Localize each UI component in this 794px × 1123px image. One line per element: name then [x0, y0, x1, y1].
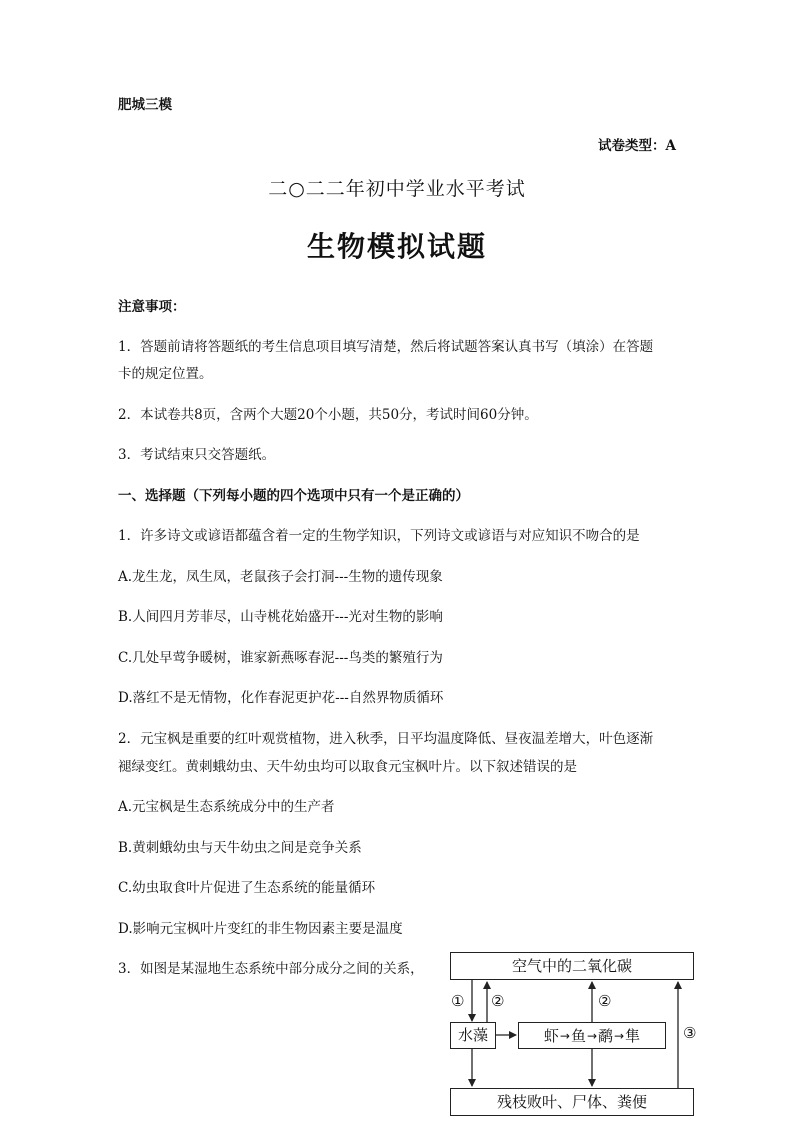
arrow-right-icon: →	[614, 1028, 625, 1043]
section-heading: 一、选择题（下列每小题的四个选项中只有一个是正确的）	[118, 488, 469, 504]
school-name: 肥城三模	[118, 97, 172, 113]
label-3: ③	[683, 1024, 697, 1042]
label-2-left: ②	[491, 992, 505, 1010]
question-stem: 2．元宝枫是重要的红叶观赏植物，进入秋季，日平均温度降低、昼夜温差增大，叶色逐渐	[118, 731, 654, 747]
question-option: D.影响元宝枫叶片变红的非生物因素主要是温度	[118, 921, 403, 937]
shrimp-label: 虾	[543, 1027, 559, 1045]
question-option: B.黄刺蛾幼虫与天牛幼虫之间是竞争关系	[118, 840, 362, 856]
algae-label: 水藻	[457, 1026, 488, 1044]
sandpiper-label: 鹬	[598, 1027, 614, 1045]
note-item: 2．本试卷共8页，含两个大题20个小题，共50分，考试时间60分钟。	[118, 407, 538, 423]
note-item: 1．答题前请将答题纸的考生信息项目填写清楚，然后将试题答案认真书写（填涂）在答题	[118, 339, 654, 355]
falcon-label: 隼	[625, 1027, 641, 1045]
question-option: A.龙生龙，凤生凤，老鼠孩子会打洞---生物的遗传现象	[118, 569, 443, 585]
note-item: 卡的规定位置。	[118, 366, 213, 382]
label-2-right: ②	[598, 992, 612, 1010]
notes-heading: 注意事项：	[118, 299, 186, 315]
question-option: B.人间四月芳菲尽，山寺桃花始盛开---光对生物的影响	[118, 609, 443, 625]
note-item: 3．考试结束只交答题纸。	[118, 447, 276, 463]
question-option: A.元宝枫是生态系统成分中的生产者	[118, 799, 335, 815]
decomposer-source-box	[450, 1088, 694, 1116]
question-stem: 3．如图是某湿地生态系统中部分成分之间的关系，	[118, 961, 424, 977]
co2-box	[450, 952, 694, 980]
ecosystem-diagram	[440, 945, 710, 1123]
food-chain-box	[518, 1022, 666, 1049]
label-1: ①	[451, 992, 465, 1010]
question-option: D.落红不是无情物，化作春泥更护花---自然界物质循环	[118, 690, 444, 706]
paper-type: 试卷类型：A	[598, 138, 676, 154]
question-stem: 褪绿变红。黄刺蛾幼虫、天牛幼虫均可以取食元宝枫叶片。以下叙述错误的是	[118, 759, 577, 775]
fish-label: 鱼	[570, 1027, 586, 1045]
question-option: C.几处早莺争暖树，谁家新燕啄春泥---鸟类的繁殖行为	[118, 650, 443, 666]
question-stem: 1．许多诗文或谚语都蕴含着一定的生物学知识，下列诗文或谚语与对应知识不吻合的是	[118, 528, 640, 544]
algae-box	[450, 1022, 496, 1049]
exam-title: 二○二二年初中学业水平考试	[268, 178, 526, 200]
arrow-right-icon: →	[586, 1028, 598, 1043]
residue-label: 残枝败叶、尸体、粪便	[496, 1093, 647, 1111]
main-title: 生物模拟试题	[306, 230, 487, 263]
arrow-right-icon: →	[559, 1028, 570, 1043]
co2-label: 空气中的二氧化碳	[511, 957, 632, 975]
question-option: C.幼虫取食叶片促进了生态系统的能量循环	[118, 880, 376, 896]
